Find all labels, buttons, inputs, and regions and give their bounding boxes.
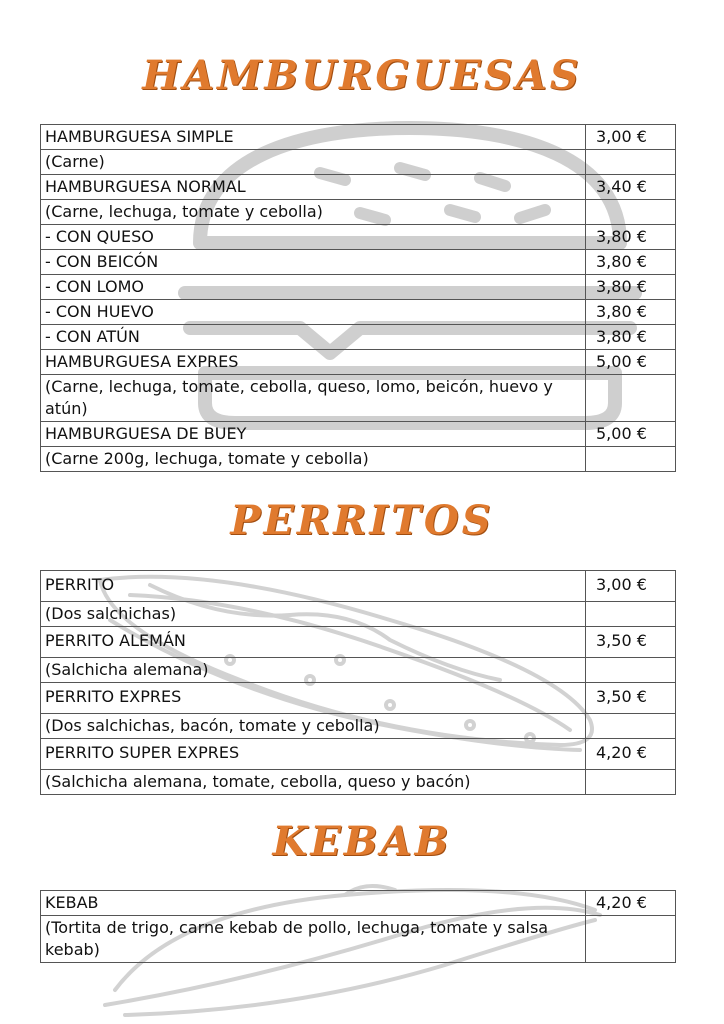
- item-name: - CON LOMO: [41, 275, 586, 300]
- menu-item-row: [41, 175, 676, 200]
- menu-item-row: [41, 250, 676, 275]
- perritos-title: PERRITOS: [230, 497, 494, 544]
- item-price: 4,20 €: [586, 891, 676, 916]
- item-name: - CON ATÚN: [41, 325, 586, 350]
- menu-item-row: [41, 627, 676, 658]
- menu-item-row: [41, 350, 676, 375]
- menu-item-row: [41, 225, 676, 250]
- item-description: (Salchicha alemana, tomate, cebolla, queso y bacón): [41, 770, 586, 795]
- item-price: [586, 447, 676, 472]
- menu-item-desc-row: [41, 447, 676, 472]
- item-name: KEBAB: [41, 891, 586, 916]
- item-price: 4,20 €: [586, 739, 676, 770]
- item-description: (Carne 200g, lechuga, tomate y cebolla): [41, 447, 586, 472]
- menu-item-row: [41, 422, 676, 447]
- item-price: 3,80 €: [586, 325, 676, 350]
- kebab-table: [40, 890, 676, 963]
- menu-item-row: [41, 683, 676, 714]
- menu-item-desc-row: [41, 770, 676, 795]
- item-name: - CON BEICÓN: [41, 250, 586, 275]
- menu-item-desc-row: [41, 714, 676, 739]
- item-name: PERRITO EXPRES: [41, 683, 586, 714]
- item-price: 3,80 €: [586, 275, 676, 300]
- menu-item-desc-row: [41, 602, 676, 627]
- item-price: 5,00 €: [586, 422, 676, 447]
- item-price: 3,50 €: [586, 627, 676, 658]
- item-name: HAMBURGUESA DE BUEY: [41, 422, 586, 447]
- item-price: [586, 658, 676, 683]
- item-price: [586, 200, 676, 225]
- kebab-title: KEBAB: [272, 818, 452, 865]
- hamburguesas-table: [40, 124, 676, 472]
- menu-item-desc-row: [41, 916, 676, 963]
- item-name: PERRITO: [41, 571, 586, 602]
- item-name: PERRITO SUPER EXPRES: [41, 739, 586, 770]
- item-price: [586, 150, 676, 175]
- item-price: [586, 714, 676, 739]
- menu-item-desc-row: [41, 658, 676, 683]
- item-description: (Carne, lechuga, tomate y cebolla): [41, 200, 586, 225]
- item-price: 5,00 €: [586, 350, 676, 375]
- item-description: (Carne, lechuga, tomate, cebolla, queso, lomo, beicón, huevo y atún): [41, 375, 586, 422]
- item-name: - CON HUEVO: [41, 300, 586, 325]
- item-price: 3,80 €: [586, 300, 676, 325]
- item-name: HAMBURGUESA NORMAL: [41, 175, 586, 200]
- item-name: HAMBURGUESA SIMPLE: [41, 125, 586, 150]
- item-description: (Carne): [41, 150, 586, 175]
- menu-item-desc-row: [41, 200, 676, 225]
- item-price: 3,00 €: [586, 125, 676, 150]
- item-price: [586, 375, 676, 422]
- item-price: 3,80 €: [586, 225, 676, 250]
- item-price: 3,00 €: [586, 571, 676, 602]
- hamburguesas-title: HAMBURGUESAS: [142, 52, 582, 99]
- menu-item-row: [41, 300, 676, 325]
- item-price: [586, 916, 676, 963]
- item-name: - CON QUESO: [41, 225, 586, 250]
- menu-item-row: [41, 739, 676, 770]
- item-description: (Tortita de trigo, carne kebab de pollo, lechuga, tomate y salsa kebab): [41, 916, 586, 963]
- item-description: (Dos salchichas): [41, 602, 586, 627]
- item-name: HAMBURGUESA EXPRES: [41, 350, 586, 375]
- menu-item-desc-row: [41, 375, 676, 422]
- item-name: PERRITO ALEMÁN: [41, 627, 586, 658]
- item-price: 3,50 €: [586, 683, 676, 714]
- item-price: 3,80 €: [586, 250, 676, 275]
- item-description: (Dos salchichas, bacón, tomate y cebolla): [41, 714, 586, 739]
- menu-item-row: [41, 325, 676, 350]
- item-price: [586, 602, 676, 627]
- menu-item-desc-row: [41, 150, 676, 175]
- menu-item-row: [41, 571, 676, 602]
- item-price: 3,40 €: [586, 175, 676, 200]
- menu-item-row: [41, 125, 676, 150]
- item-description: (Salchicha alemana): [41, 658, 586, 683]
- item-price: [586, 770, 676, 795]
- menu-item-row: [41, 275, 676, 300]
- menu-item-row: [41, 891, 676, 916]
- perritos-table: [40, 570, 676, 795]
